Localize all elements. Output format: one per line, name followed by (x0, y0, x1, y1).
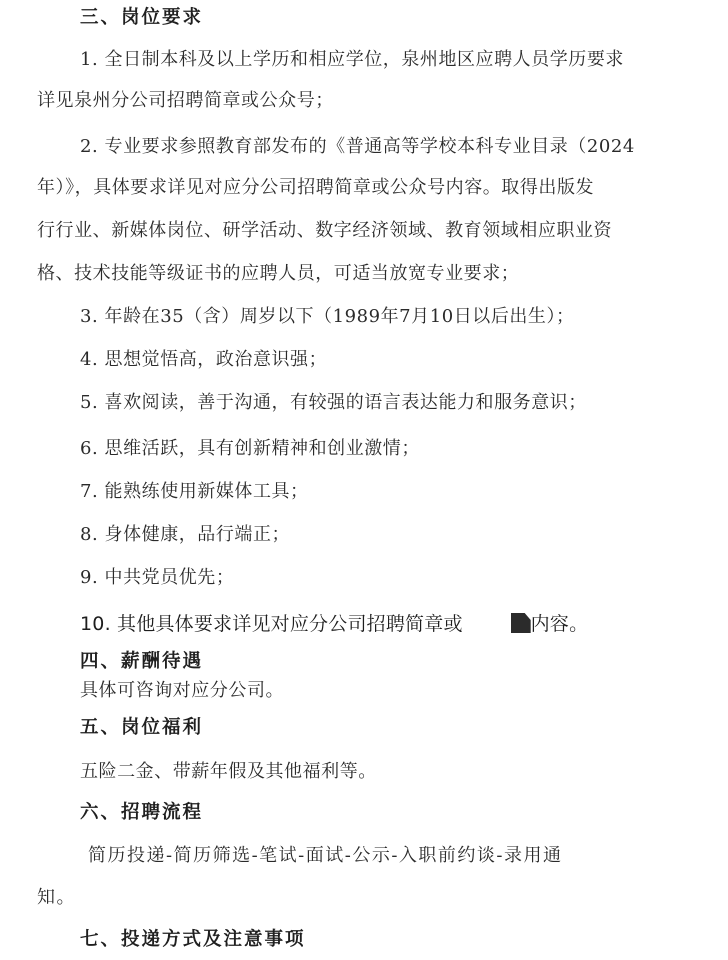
section-6-process-line-2: 知。 (37, 887, 76, 908)
section-4-title: 四、薪酬待遇 (80, 651, 204, 672)
requirement-1-line-1: 1. 全日制本科及以上学历和相应学位，泉州地区应聘人员学历要求 (80, 49, 624, 70)
requirement-4: 4. 思想觉悟高，政治意识强； (80, 349, 328, 370)
requirement-6: 6. 思维活跃，具有创新精神和创业激情； (80, 438, 420, 459)
requirement-5: 5. 喜欢阅读，善于沟通，有较强的语言表达能力和服务意识； (80, 392, 587, 413)
section-3-title: 三、岗位要求 (80, 7, 204, 28)
section-6-process-line-1: 简历投递-简历筛选-笔试-面试-公示-入职前约谈-录用通 (88, 845, 563, 866)
requirement-9: 9. 中共党员优先； (80, 567, 235, 588)
requirement-2-line-1: 2. 专业要求参照教育部发布的《普通高等学校本科专业目录（2024 (80, 136, 635, 157)
section-7-title: 七、投递方式及注意事项 (80, 929, 306, 950)
redaction-mark (511, 613, 531, 633)
requirement-7: 7. 能熟练使用新媒体工具； (80, 481, 309, 502)
section-5-text: 五险二金、带薪年假及其他福利等。 (80, 761, 377, 782)
section-6-title: 六、招聘流程 (80, 802, 204, 823)
requirement-1-line-2: 详见泉州分公司招聘简章或公众号； (37, 90, 334, 111)
requirement-10-text-start: 10. 其他具体要求详见对应分公司招聘简章或 (80, 613, 463, 635)
section-5-title: 五、岗位福利 (80, 717, 204, 738)
requirement-2-line-2: 年）》，具体要求详见对应分公司招聘简章或公众号内容。取得出版发 (37, 177, 595, 198)
requirement-3: 3. 年龄在35（含）周岁以下（1989年7月10日以后出生）； (80, 306, 575, 327)
requirement-8: 8. 身体健康，品行端正； (80, 524, 291, 545)
requirement-10 (80, 612, 588, 636)
requirement-2-line-4: 格、技术技能等级证书的应聘人员，可适当放宽专业要求； (37, 263, 520, 284)
requirement-2-line-3: 行行业、新媒体岗位、研学活动、数字经济领域、教育领域相应职业资 (37, 220, 613, 241)
section-4-text: 具体可咨询对应分公司。 (80, 680, 285, 701)
requirement-10-text-end: 内容。 (530, 613, 589, 635)
